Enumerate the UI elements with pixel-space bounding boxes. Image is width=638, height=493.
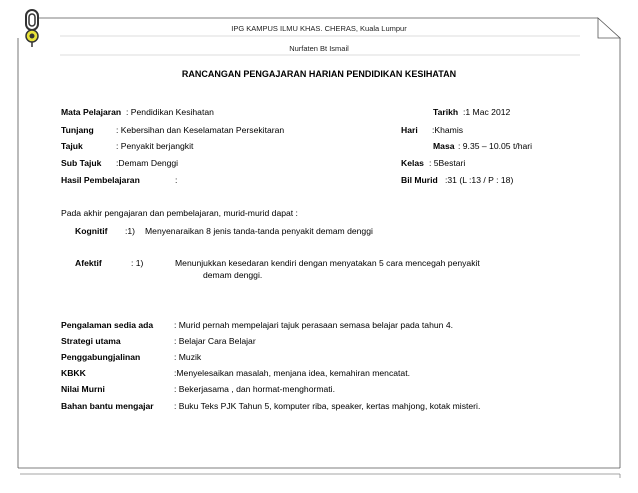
strategi-label: Strategi utama: [61, 336, 121, 346]
kbkk-value: :Menyelesaikan masalah, menjana idea, kemahiran mencatat.: [174, 368, 410, 378]
tunjang-value: : Kebersihan dan Keselamatan Persekitaran: [116, 125, 285, 135]
nilai-murni-value: : Bekerjasama , dan hormat-menghormati.: [174, 384, 335, 394]
hasil-pembelajaran-label: Hasil Pembelajaran: [61, 175, 140, 185]
hasil-pembelajaran-value: :: [175, 175, 178, 185]
penggabungjalinan-label: Penggabungjalinan: [61, 352, 141, 362]
penggabungjalinan-value: : Muzik: [174, 352, 202, 362]
tajuk-value: : Penyakit berjangkit: [116, 141, 194, 151]
masa-label: Masa: [433, 141, 455, 151]
kognitif-number: :1): [125, 226, 136, 236]
nilai-murni-label: Nilai Murni: [61, 384, 105, 394]
pengalaman-value: : Murid pernah mempelajari tajuk perasaan semasa belajar pada tahun 4.: [174, 320, 453, 330]
afektif-number: : 1): [131, 258, 144, 268]
tunjang-label: Tunjang: [61, 125, 94, 135]
mata-pelajaran-value: : Pendidikan Kesihatan: [126, 107, 214, 117]
header-institution: IPG KAMPUS ILMU KHAS. CHERAS, Kuala Lumpur: [231, 24, 407, 33]
header-author: Nurfaten Bt Ismail: [289, 44, 349, 53]
document-title: RANCANGAN PENGAJARAN HARIAN PENDIDIKAN KESIHATAN: [181, 69, 457, 79]
bil-murid-value: :31 (L :13 / P : 18): [445, 175, 514, 185]
pengalaman-label: Pengalaman sedia ada: [61, 320, 154, 330]
tarikh-value: :1 Mac 2012: [463, 107, 511, 117]
kbkk-label: KBKK: [61, 368, 86, 378]
bahan-bantu-label: Bahan bantu mengajar: [61, 401, 154, 411]
bahan-bantu-value: : Buku Teks PJK Tahun 5, komputer riba, speaker, kertas mahjong, kotak misteri.: [174, 401, 481, 411]
strategi-value: : Belajar Cara Belajar: [174, 336, 256, 346]
afektif-text-continued: demam denggi.: [203, 270, 263, 280]
masa-value: : 9.35 – 10.05 t/hari: [458, 141, 533, 151]
mata-pelajaran-label: Mata Pelajaran: [61, 107, 122, 117]
sub-tajuk-value: :Demam Denggi: [116, 158, 179, 168]
tarikh-label: Tarikh: [433, 107, 459, 117]
hari-label: Hari: [401, 125, 418, 135]
kelas-label: Kelas: [401, 158, 424, 168]
hari-value: :Khamis: [432, 125, 464, 135]
objectives-intro: Pada akhir pengajaran dan pembelajaran, murid-murid dapat :: [61, 208, 298, 218]
sub-tajuk-label: Sub Tajuk: [61, 158, 102, 168]
kognitif-label: Kognitif: [75, 226, 108, 236]
afektif-text: Menunjukkan kesedaran kendiri dengan menyatakan 5 cara mencegah penyakit: [175, 258, 480, 268]
kognitif-text: Menyenaraikan 8 jenis tanda-tanda penyakit demam denggi: [145, 226, 373, 236]
kelas-value: : 5Bestari: [429, 158, 466, 168]
bil-murid-label: Bil Murid: [401, 175, 438, 185]
tajuk-label: Tajuk: [61, 141, 83, 151]
afektif-label: Afektif: [75, 258, 102, 268]
